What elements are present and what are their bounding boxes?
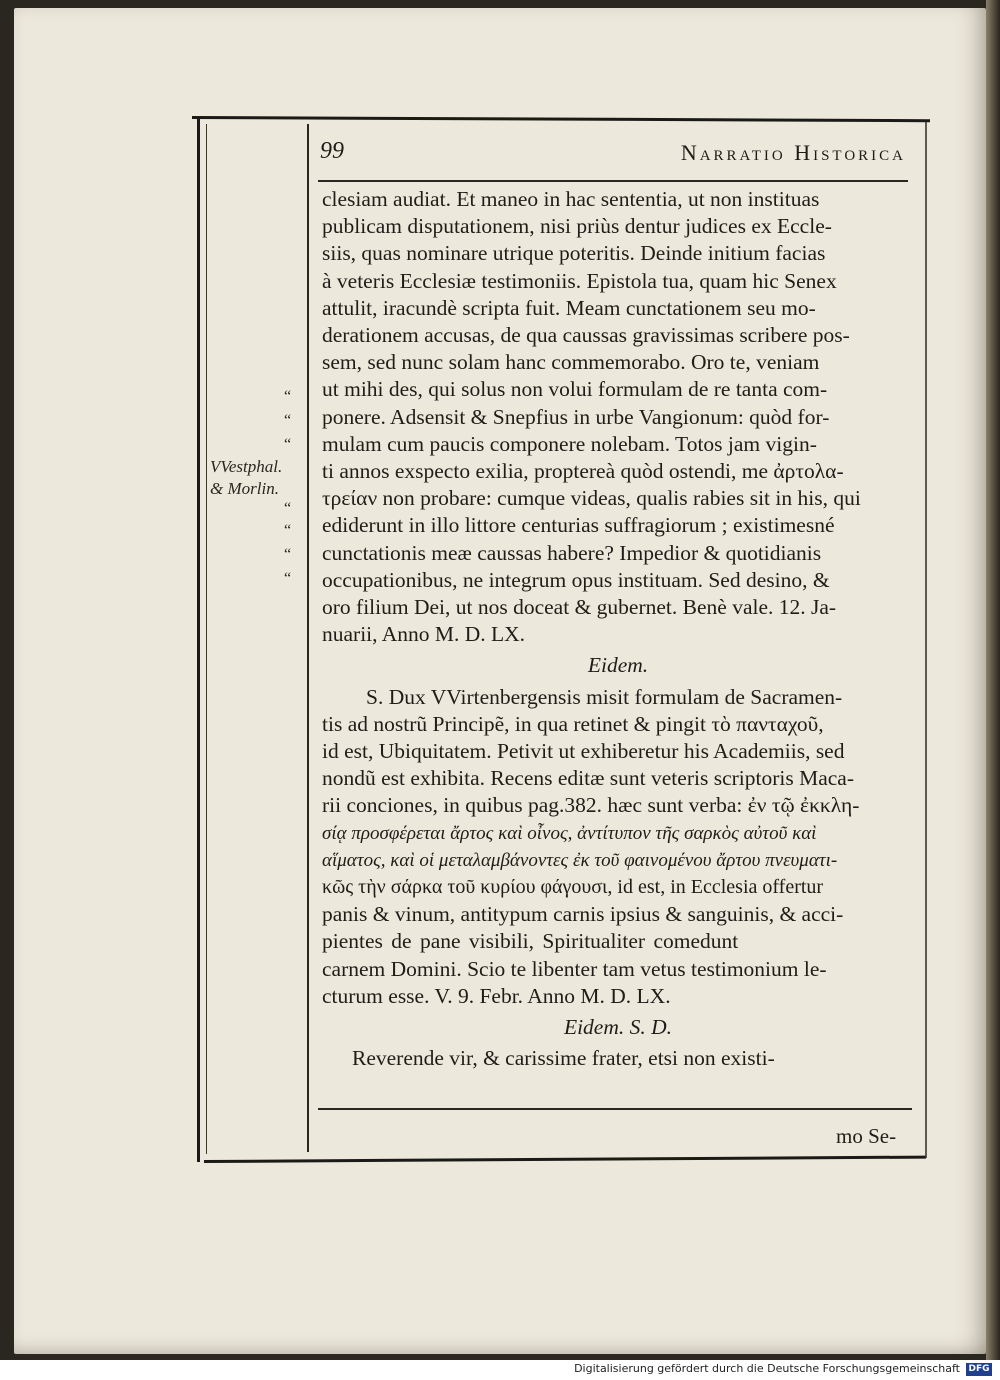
text-line: clesiam audiat. Et maneo in hac sententia, ut non instituas [322,187,820,211]
footer-rule [318,1108,912,1110]
catchword: mo Se- [836,1124,897,1148]
text-line: occupationibus, ne integrum opus instituam. Sed desino, & [322,567,830,592]
text-line: panis & vinum, antitypum carnis ipsius & sanguinis, & acci- [322,902,844,927]
frame-right-rule [925,122,927,1158]
section-heading: Eidem. [587,653,649,678]
text-line: tis ad nostrũ Principẽ, in qua retinet & pingit τὸ πανταχοῦ, [322,711,824,736]
quote-mark: “ [284,522,292,539]
text-line: derationem accusas, de qua caussas gravissimas scribere pos- [322,323,850,348]
quote-mark: “ [284,570,292,587]
text-line: ediderunt in illo littore centurias suffragiorum ; existimesné [322,513,835,538]
quote-mark: “ [284,388,292,405]
footer-bar [0,1360,1000,1380]
quote-mark: “ [284,412,292,429]
text-line: nondũ est exhibita. Recens editæ sunt veteris scriptoris Maca- [322,766,854,791]
body-text [322,186,914,1073]
text-line: mulam cum paucis componere nolebam. Totos jam vigin- [322,431,817,456]
greek-line: σίᾳ προσφέρεται ἄρτος καὶ οἶνος, ἀντίτυπον τῆς σαρκὸς αὐτοῦ καὶ [322,822,817,844]
margin-divider-rule [307,124,309,1152]
greek-line: κῶς τὴν σάρκα τοῦ κυρίου φάγουσι, id est, in Ecclesia offertur [322,876,824,899]
running-title: Narratio Historica [680,140,906,165]
text-line: à veteris Ecclesiæ testimoniis. Epistola tua, quam hic Senex [322,268,837,293]
text-line: oro filium Dei, ut nos doceat & gubernet. Benè vale. 12. Ja- [322,595,837,620]
margin-note: & Morlin. [210,479,279,498]
page-header [320,138,910,172]
text-line: cturum esse. V. 9. Febr. Anno M. D. LX. [322,983,671,1008]
margin-note: VVestphal. [210,457,283,476]
text-line: S. Dux VVirtenbergensis misit formulam de Sacramen- [366,684,843,709]
header-rule [318,180,908,182]
text-line: id est, Ubiquitatem. Petivit ut exhiberetur his Academiis, sed [322,739,845,764]
text-line: ut mihi des, qui solus non volui formulam de re tanta com- [322,377,828,402]
text-line: ponere. Adsensit & Snepfius in urbe Vangionum: quòd for- [322,404,830,429]
page-number: 99 [320,138,344,164]
text-line: τρείαν non probare: cumque videas, qualis rabies sit in his, qui [322,486,861,511]
text-line: siis, quas nominare utrique poteritis. Deinde initium facias [322,241,826,266]
quote-mark: “ [284,500,292,517]
text-line: attulit, iracundè scripta fuit. Meam cunctationem seu mo- [322,295,816,320]
page-edge-shadow [986,0,1000,1360]
greek-line: αἵματος, καὶ οἱ μεταλαμβάνοντες ἐκ τοῦ φαινομένου ἄρτου πνευματι- [322,849,838,871]
text-line: publicam disputationem, nisi priùs dentur judices ex Eccle- [322,214,832,239]
text-line: carnem Domini. Scio te libenter tam vetus testimonium le- [322,956,827,981]
dfg-logo: DFG [966,1363,992,1376]
section-heading: Eidem. S. D. [563,1015,673,1040]
frame-left-rule [197,118,200,1162]
text-line: rii conciones, in quibus pag.382. hæc sunt verba: ἐν τῷ ἐκκλη- [322,793,860,818]
text-line: sem, sed nunc solam hanc commemorabo. Oro te, veniam [322,350,820,375]
text-line: Reverende vir, & carissime frater, etsi non existi- [352,1046,775,1071]
footer-credit: Digitalisierung gefördert durch die Deutsche Forschungsgemeinschaft [574,1362,960,1375]
text-line: cunctationis meæ caussas habere? Impedior & quotidianis [322,540,822,565]
quote-mark: “ [284,546,292,563]
quote-mark: “ [284,436,292,453]
frame-inner-left-rule [206,124,207,1154]
text-line: nuarii, Anno M. D. LX. [322,622,526,647]
text-line: pientes de pane visibili, Spiritualiter comedunt [322,929,739,954]
text-line: ti annos exspecto exilia, proptereà quòd ostendi, me ἀρτολα- [322,459,844,484]
